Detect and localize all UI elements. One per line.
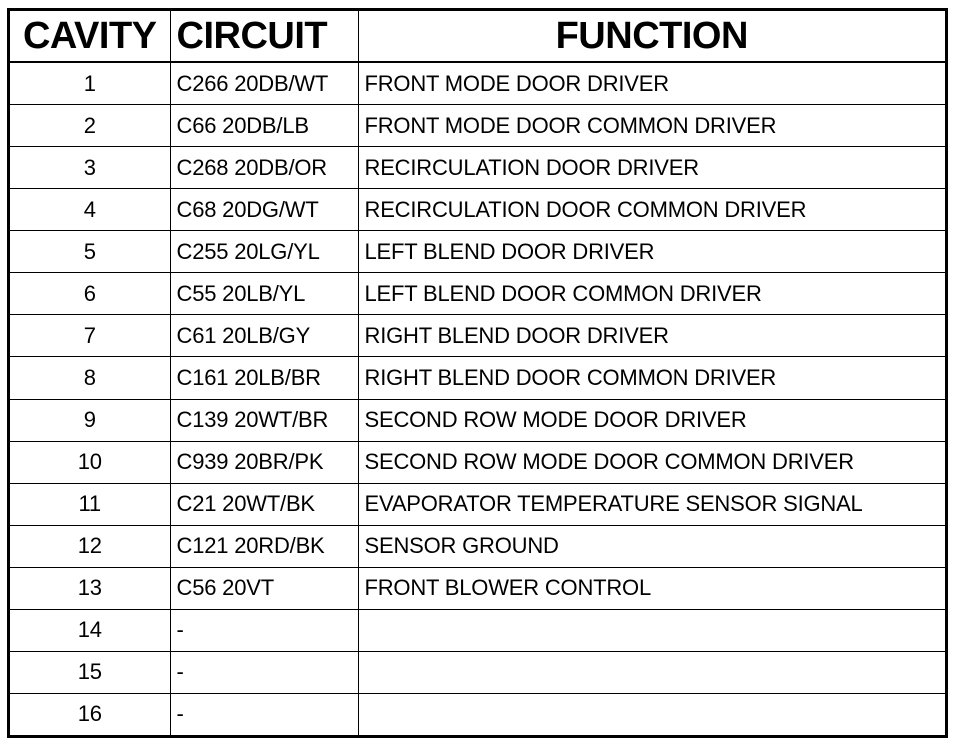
table-row — [10, 609, 945, 651]
cavity-cell: 14 — [10, 609, 170, 651]
circuit-cell: - — [170, 651, 358, 693]
cavity-cell: 13 — [10, 567, 170, 609]
circuit-cell: C161 20LB/BR — [170, 357, 358, 399]
cavity-cell: 4 — [10, 189, 170, 231]
function-cell: EVAPORATOR TEMPERATURE SENSOR SIGNAL — [358, 483, 945, 525]
table-body — [10, 62, 945, 735]
function-cell: RIGHT BLEND DOOR DRIVER — [358, 315, 945, 357]
function-cell: RECIRCULATION DOOR COMMON DRIVER — [358, 189, 945, 231]
table-row — [10, 567, 945, 609]
cavity-cell: 16 — [10, 693, 170, 735]
cavity-cell: 5 — [10, 231, 170, 273]
function-cell — [358, 651, 945, 693]
cavity-cell: 7 — [10, 315, 170, 357]
function-cell: SENSOR GROUND — [358, 525, 945, 567]
cavity-cell: 12 — [10, 525, 170, 567]
function-cell — [358, 609, 945, 651]
table-header — [10, 11, 945, 62]
circuit-cell: C939 20BR/PK — [170, 441, 358, 483]
function-cell — [358, 693, 945, 735]
cavity-cell: 2 — [10, 105, 170, 147]
connector-pinout-table — [10, 11, 945, 735]
cavity-cell: 10 — [10, 441, 170, 483]
table-row — [10, 147, 945, 189]
cavity-cell: 11 — [10, 483, 170, 525]
circuit-cell: C68 20DG/WT — [170, 189, 358, 231]
table-row — [10, 273, 945, 315]
cavity-cell: 9 — [10, 399, 170, 441]
table-row — [10, 357, 945, 399]
function-cell: RECIRCULATION DOOR DRIVER — [358, 147, 945, 189]
table-row — [10, 62, 945, 105]
connector-pinout-table-frame — [7, 8, 948, 738]
header-cavity: CAVITY — [10, 11, 170, 62]
circuit-cell: C139 20WT/BR — [170, 399, 358, 441]
table-row — [10, 315, 945, 357]
table-row — [10, 231, 945, 273]
cavity-cell: 15 — [10, 651, 170, 693]
header-row — [10, 11, 945, 62]
circuit-cell: C55 20LB/YL — [170, 273, 358, 315]
table-row — [10, 483, 945, 525]
function-cell: FRONT MODE DOOR DRIVER — [358, 62, 945, 105]
circuit-cell: C268 20DB/OR — [170, 147, 358, 189]
function-cell: FRONT BLOWER CONTROL — [358, 567, 945, 609]
cavity-cell: 6 — [10, 273, 170, 315]
function-cell: LEFT BLEND DOOR DRIVER — [358, 231, 945, 273]
table-row — [10, 105, 945, 147]
function-cell: LEFT BLEND DOOR COMMON DRIVER — [358, 273, 945, 315]
table-row — [10, 399, 945, 441]
table-row — [10, 693, 945, 735]
circuit-cell: C56 20VT — [170, 567, 358, 609]
circuit-cell: - — [170, 693, 358, 735]
table-row — [10, 189, 945, 231]
table-row — [10, 441, 945, 483]
header-circuit: CIRCUIT — [170, 11, 358, 62]
circuit-cell: C61 20LB/GY — [170, 315, 358, 357]
table-row — [10, 525, 945, 567]
function-cell: SECOND ROW MODE DOOR DRIVER — [358, 399, 945, 441]
circuit-cell: C66 20DB/LB — [170, 105, 358, 147]
header-function: FUNCTION — [358, 11, 945, 62]
circuit-cell: C21 20WT/BK — [170, 483, 358, 525]
function-cell: SECOND ROW MODE DOOR COMMON DRIVER — [358, 441, 945, 483]
function-cell: RIGHT BLEND DOOR COMMON DRIVER — [358, 357, 945, 399]
circuit-cell: C266 20DB/WT — [170, 62, 358, 105]
circuit-cell: C121 20RD/BK — [170, 525, 358, 567]
function-cell: FRONT MODE DOOR COMMON DRIVER — [358, 105, 945, 147]
cavity-cell: 3 — [10, 147, 170, 189]
cavity-cell: 1 — [10, 62, 170, 105]
cavity-cell: 8 — [10, 357, 170, 399]
table-row — [10, 651, 945, 693]
circuit-cell: C255 20LG/YL — [170, 231, 358, 273]
circuit-cell: - — [170, 609, 358, 651]
